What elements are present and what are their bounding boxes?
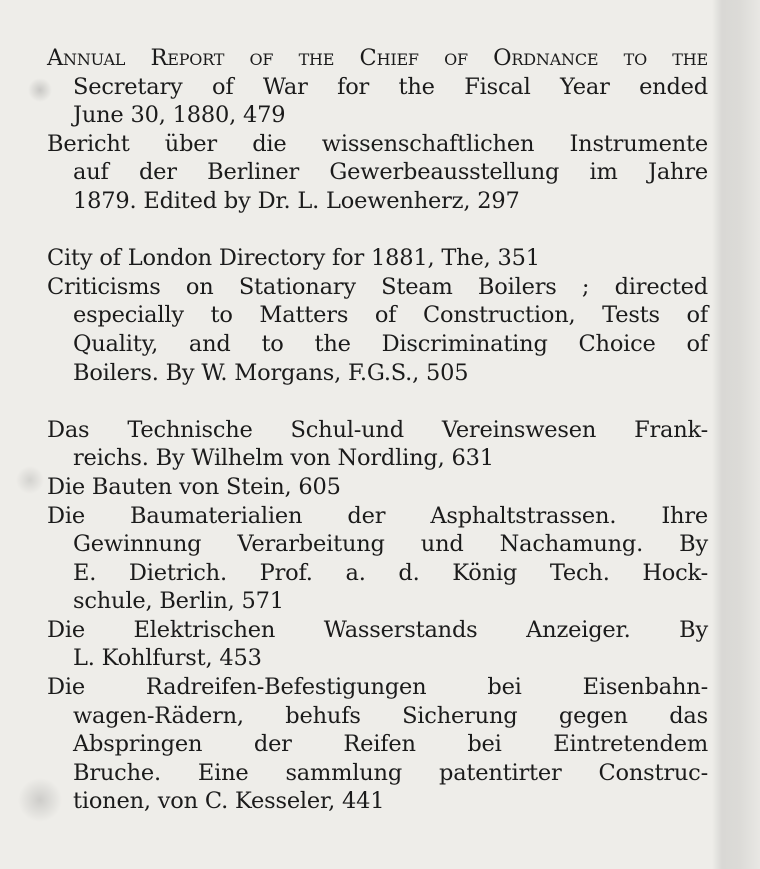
index-entry-continuation-line: E. Dietrich. Prof. a. d. König Tech. Hock- — [73, 559, 708, 586]
index-entry-heading-line: Die Bauten von Stein, 605 — [47, 473, 341, 500]
index-entry-heading-line: Annual Report of the Chief of Ordnance to the — [47, 45, 708, 71]
index-entry-continuation-line: Bruche. Eine sammlung patentirter Construc- — [73, 759, 708, 786]
index-entry-continuation-line: June 30, 1880, 479 — [73, 102, 286, 129]
index-entry-continuation-line: tionen, von C. Kesseler, 441 — [73, 788, 385, 815]
index-entry-continuation-line: 1879. Edited by Dr. L. Loewenherz, 297 — [73, 187, 520, 214]
index-entry-continuation-line: especially to Matters of Construction, Tests of — [73, 302, 708, 329]
index-entry-heading-line: Die Radreifen-Befestigungen bei Eisenbahn- — [47, 674, 708, 701]
index-entry-continuation-line: reichs. By Wilhelm von Nordling, 631 — [73, 445, 494, 472]
index-entry-heading-line: Criticisms on Stationary Steam Boilers ; directed — [47, 273, 708, 300]
index-entry-continuation-line: Gewinnung Verarbeitung und Nachamung. By — [73, 531, 708, 558]
index-entry-continuation-line: wagen-Rädern, behufs Sicherung gegen das — [73, 702, 708, 729]
book-index-list — [47, 44, 708, 816]
index-entry — [47, 244, 708, 273]
index-entry — [47, 673, 708, 816]
index-entry-continuation-line: Quality, and to the Discriminating Choice of — [73, 330, 708, 357]
index-entry — [47, 130, 708, 216]
index-entry-heading-line: Die Elektrischen Wasserstands Anzeiger. By — [47, 616, 708, 643]
index-entry — [47, 273, 708, 387]
index-entry — [47, 416, 708, 473]
index-entry — [47, 502, 708, 616]
index-entry — [47, 473, 708, 502]
index-entry-continuation-line: Boilers. By W. Morgans, F.G.S., 505 — [73, 359, 469, 386]
index-entry-heading-line: Bericht über die wissenschaftlichen Instrumente — [47, 130, 708, 157]
index-entry-heading-line: City of London Directory for 1881, The, 351 — [47, 245, 540, 272]
index-entry-continuation-line: L. Kohlfurst, 453 — [73, 645, 262, 672]
index-entry-continuation-line: Abspringen der Reifen bei Eintretendem — [73, 731, 708, 758]
index-entry-continuation-line: Secretary of War for the Fiscal Year ended — [73, 73, 708, 100]
index-entry-continuation-line: schule, Berlin, 571 — [73, 588, 284, 615]
index-entry — [47, 616, 708, 673]
index-entry-heading-line: Das Technische Schul-und Vereinswesen Frank- — [47, 416, 708, 443]
index-entry-continuation-line: auf der Berliner Gewerbeausstellung im Jahre — [73, 159, 708, 186]
index-entry-heading-line: Die Baumaterialien der Asphaltstrassen. Ihre — [47, 502, 708, 529]
index-entry — [47, 44, 708, 130]
